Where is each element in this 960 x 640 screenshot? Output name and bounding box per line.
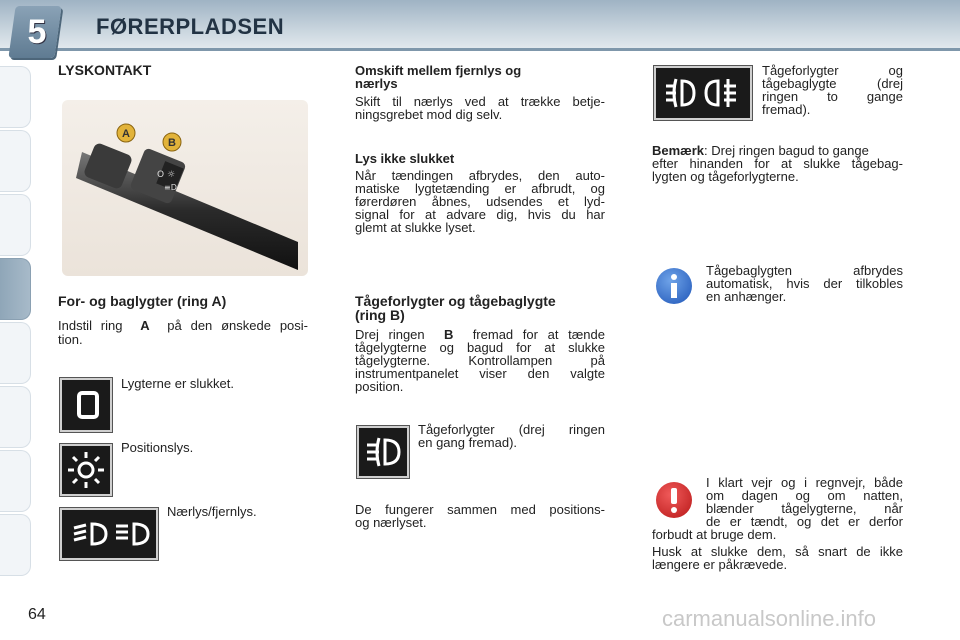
fog-text-2: tågelygterne og bagud for at slukke (355, 340, 605, 355)
side-tab-1[interactable] (0, 66, 31, 128)
warning-line-2: om dagen og om natten, (706, 488, 903, 503)
chapter-side-tabs (0, 66, 34, 576)
warning-text-1: Når tændingen afbrydes, den auto- (355, 168, 605, 183)
warning-line-3: blænder tågelygterne, når (706, 501, 903, 516)
light-switch-image (62, 100, 308, 276)
note-line-3: lygten og tågeforlygterne. (652, 169, 799, 184)
heading-beam-switch: Omskift mellem fjernlys og (355, 63, 522, 78)
warning-line-6: Husk at slukke dem, så snart de ikke (652, 544, 903, 559)
section-heading: LYSKONTAKT (58, 62, 152, 78)
both-fog-text-2: tågebaglygte (drej (762, 76, 903, 91)
warning-text-2: matiske lygtetænding er afbrudt, og (355, 181, 605, 196)
info-icon (656, 268, 692, 304)
side-tab-3[interactable] (0, 194, 31, 256)
beam-text-2: ningsgrebet mod dig selv. (355, 107, 503, 122)
warning-line-7: længere er påkrævede. (652, 557, 788, 572)
instruction-line: Indstil ring A på den ønskede posi- (58, 318, 309, 333)
side-tab-2[interactable] (0, 130, 31, 192)
info-text-3: en anhænger. (706, 289, 787, 304)
label-b: B (168, 137, 176, 149)
warning-line-5: forbudt at bruge dem. (652, 527, 777, 542)
warning-icon (656, 482, 692, 518)
front-fog-icon (357, 426, 409, 478)
both-fog-text-4: fremad). (762, 102, 811, 117)
page-number: 64 (28, 606, 46, 623)
lights-off-icon (60, 378, 112, 432)
heading-lights-not-off: Lys ikke slukket (355, 151, 455, 166)
heading-fog-lights: Tågeforlygter og tågebaglygte (355, 293, 556, 309)
front-fog-text-2: en gang fremad). (418, 435, 518, 450)
subsection-heading: For- og baglygter (ring A) (58, 293, 227, 309)
both-fog-text-3: ringen to gange (762, 89, 903, 104)
front-fog-text-1: Tågeforlygter (drej ringen (418, 422, 605, 437)
side-tab-8[interactable] (0, 514, 31, 576)
item-lights-off: Lygterne er slukket. (121, 376, 234, 391)
chapter-number: 5 (27, 13, 47, 51)
info-text-1: Tågebaglygten afbrydes (706, 263, 903, 278)
info-text-2: automatisk, hvis der tilkobles (706, 276, 903, 291)
position-lights-icon (60, 444, 112, 496)
warning-text-3: førerdøren åbnes, udsendes et lyd- (355, 194, 605, 209)
front-rear-fog-icon (654, 66, 752, 120)
low-high-beam-icon (60, 508, 158, 560)
watermark: carmanualsonline.info (662, 606, 877, 631)
header-rule (0, 48, 960, 51)
fog-text-4: instrumentpanelet viser den valgte (355, 366, 605, 381)
side-tab-5[interactable] (0, 322, 31, 384)
warning-line-4: de er tændt, og det er derfor (706, 514, 903, 529)
fog-text-1: Drej ringen B fremad for at tænde (355, 327, 605, 342)
label-a: A (122, 128, 130, 140)
svg-text:≡D: ≡D (164, 183, 177, 192)
combo-text-1: De fungerer sammen med positions- (355, 502, 605, 517)
warning-text-5: glemt at slukke lyset. (355, 220, 476, 235)
side-tab-4-active[interactable] (0, 258, 31, 320)
both-fog-text-1: Tågeforlygter og (762, 63, 903, 78)
item-position-lights: Positionslys. (121, 440, 194, 455)
note-line-1: Bemærk: Drej ringen bagud to gange (652, 143, 869, 158)
fog-text-3: tågelygterne. Kontrollampen på (355, 353, 605, 368)
instruction-line-2: tion. (58, 332, 83, 347)
page-title: FØRERPLADSEN (96, 14, 285, 39)
note-label: Bemærk (652, 143, 705, 158)
fog-text-5: position. (355, 379, 404, 394)
heading-fog-lights-2: (ring B) (355, 307, 405, 323)
heading-beam-switch-2: nærlys (355, 76, 398, 91)
note-line-2: efter hinanden for at slukke tågebag- (652, 156, 903, 171)
light-switch-drawing (62, 100, 308, 276)
side-tab-6[interactable] (0, 386, 31, 448)
beam-text-1: Skift til nærlys ved at trække betje- (355, 94, 605, 109)
side-tab-7[interactable] (0, 450, 31, 512)
item-low-high-beam: Nærlys/fjernlys. (167, 504, 257, 519)
ring-a-markings: O ☼ (157, 170, 176, 180)
warning-line-1: I klart vejr og i regnvejr, både (706, 475, 903, 490)
warning-text-4: signal for at advare dig, hvis du har (355, 207, 605, 222)
combo-text-2: og nærlyset. (355, 515, 427, 530)
